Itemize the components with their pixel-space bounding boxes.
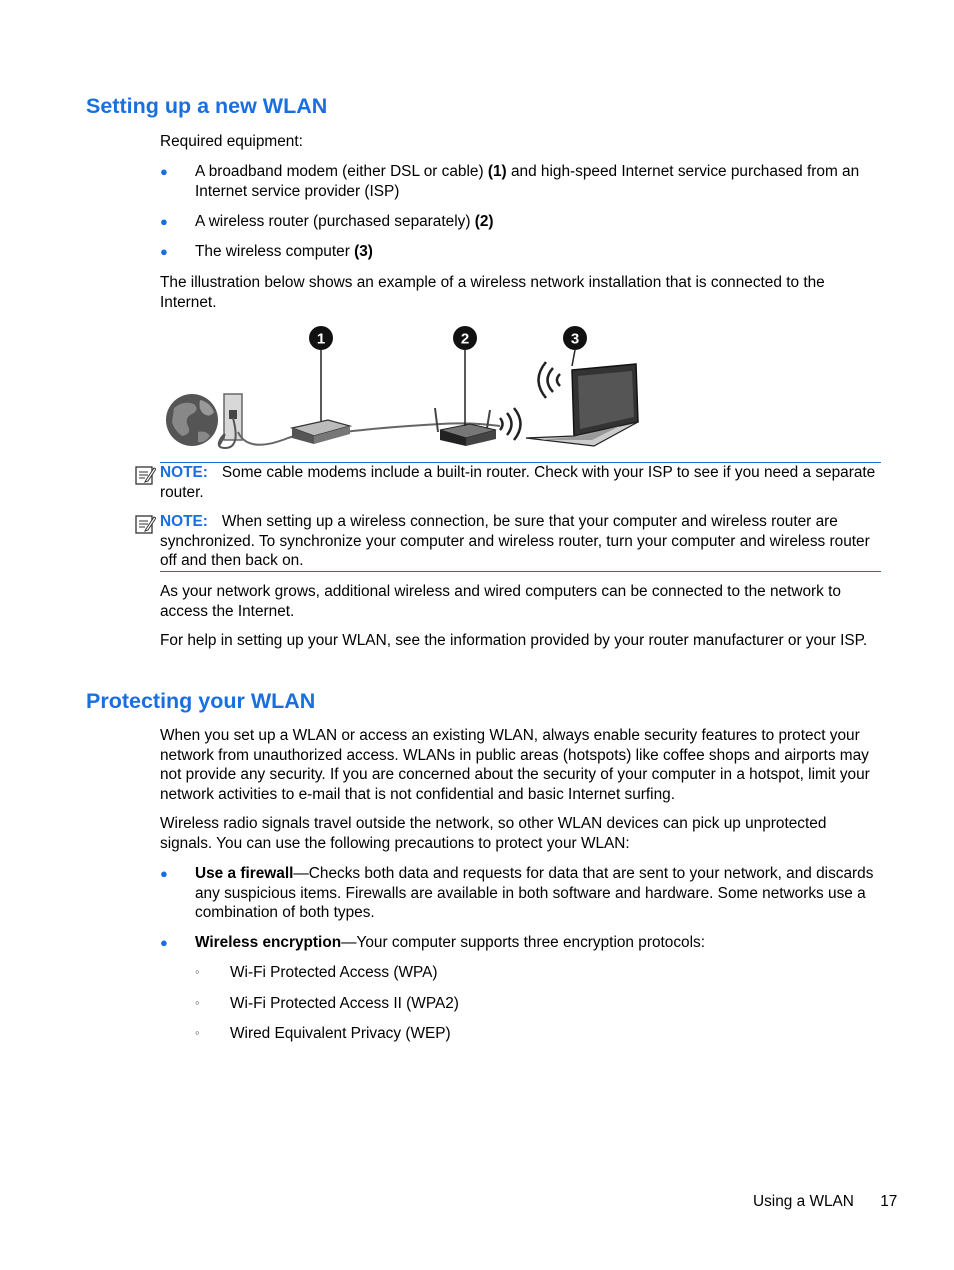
callout-number: 1 bbox=[316, 330, 326, 348]
callout-ref: (1) bbox=[487, 163, 507, 180]
bullet-text: A broadband modem (either DSL or cable) bbox=[195, 163, 488, 180]
note-1 bbox=[160, 463, 876, 502]
note-2 bbox=[160, 512, 876, 571]
sub-bullet-icon: ◦ bbox=[195, 1025, 200, 1040]
note-label: NOTE: bbox=[160, 513, 208, 530]
callout-badge-1 bbox=[309, 326, 333, 350]
bullet-text: The wireless computer bbox=[195, 243, 355, 260]
note-divider bbox=[160, 571, 881, 572]
sub-bullet-text: Wi-Fi Protected Access (WPA) bbox=[230, 964, 438, 981]
bullet-icon: ● bbox=[160, 935, 168, 950]
bullet-term: Wireless encryption bbox=[195, 934, 342, 951]
bullet-icon: ● bbox=[160, 866, 168, 881]
section-heading-setup: Setting up a new WLAN bbox=[86, 94, 328, 118]
bullet-text: and high-speed Internet service purchased from an Internet service provider (ISP) bbox=[195, 163, 860, 200]
note-text: Some cable modems include a built-in router. Check with your ISP to see if you need a separate router. bbox=[160, 464, 876, 501]
note-text: When setting up a wireless connection, be sure that your computer and wireless router are synchronized. To synchronize your computer and wireless router, turn your computer and wireless router off and then back on. bbox=[160, 513, 870, 569]
modem-icon bbox=[292, 420, 350, 444]
footer-section: Using a WLAN bbox=[753, 1193, 854, 1210]
radio-signals-text: Wireless radio signals travel outside the network, so other WLAN devices can pick up unprotected signals. You can use the following precautions to protect your WLAN: bbox=[160, 815, 827, 852]
sub-bullet-icon: ◦ bbox=[195, 995, 200, 1010]
note-icon bbox=[134, 513, 156, 535]
bullet-icon: ● bbox=[160, 214, 168, 229]
required-equipment-text: Required equipment: bbox=[160, 133, 303, 150]
security-intro-text: When you set up a WLAN or access an existing WLAN, always enable security features to protect your network from unauthorized access. WLANs in public areas (hotspots) like coffee shops and airports may not provide any security. If you are concerned about the security of your computer in a hotspot, limit your network activities to e-mail that is not confidential and basic Internet surfing. bbox=[160, 727, 870, 803]
callout-ref: (3) bbox=[354, 243, 373, 260]
laptop-icon bbox=[526, 364, 638, 446]
illustration-intro: The illustration below shows an example of a wireless network installation that is connected to the Internet. bbox=[160, 274, 825, 311]
bullet-term: Use a firewall bbox=[195, 865, 294, 882]
bullet-text: A wireless router (purchased separately) bbox=[195, 213, 475, 230]
bullet-text: —Checks both data and requests for data that are sent to your network, and discards any suspicious items. Firewalls are available in both software and hardware. Some networks use a combination of both types. bbox=[195, 865, 874, 921]
callout-badge-2 bbox=[453, 326, 477, 350]
network-grows-text: As your network grows, additional wireless and wired computers can be connected to the network to access the Internet. bbox=[160, 583, 841, 620]
sub-bullet-text: Wired Equivalent Privacy (WEP) bbox=[230, 1025, 451, 1042]
wifi-waves-icon bbox=[500, 408, 521, 440]
callout-ref: (2) bbox=[474, 213, 494, 230]
page-footer bbox=[753, 1192, 897, 1212]
note-icon bbox=[134, 464, 156, 486]
globe-icon bbox=[166, 394, 218, 446]
section-heading-protect: Protecting your WLAN bbox=[86, 689, 316, 713]
sub-bullet-text: Wi-Fi Protected Access II (WPA2) bbox=[230, 995, 459, 1012]
sub-bullet-icon: ◦ bbox=[195, 964, 200, 979]
bullet-icon: ● bbox=[160, 244, 168, 259]
wifi-waves-icon bbox=[539, 362, 561, 398]
callout-number: 3 bbox=[570, 330, 580, 348]
callout-number: 2 bbox=[460, 330, 470, 348]
bullet-icon: ● bbox=[160, 164, 168, 179]
bullet-text: —Your computer supports three encryption protocols: bbox=[341, 934, 705, 951]
network-illustration bbox=[160, 322, 650, 457]
note-label: NOTE: bbox=[160, 464, 208, 481]
help-text: For help in setting up your WLAN, see the information provided by your router manufacturer or your ISP. bbox=[160, 632, 868, 649]
callout-badge-3 bbox=[563, 326, 587, 350]
page-number: 17 bbox=[880, 1193, 898, 1210]
